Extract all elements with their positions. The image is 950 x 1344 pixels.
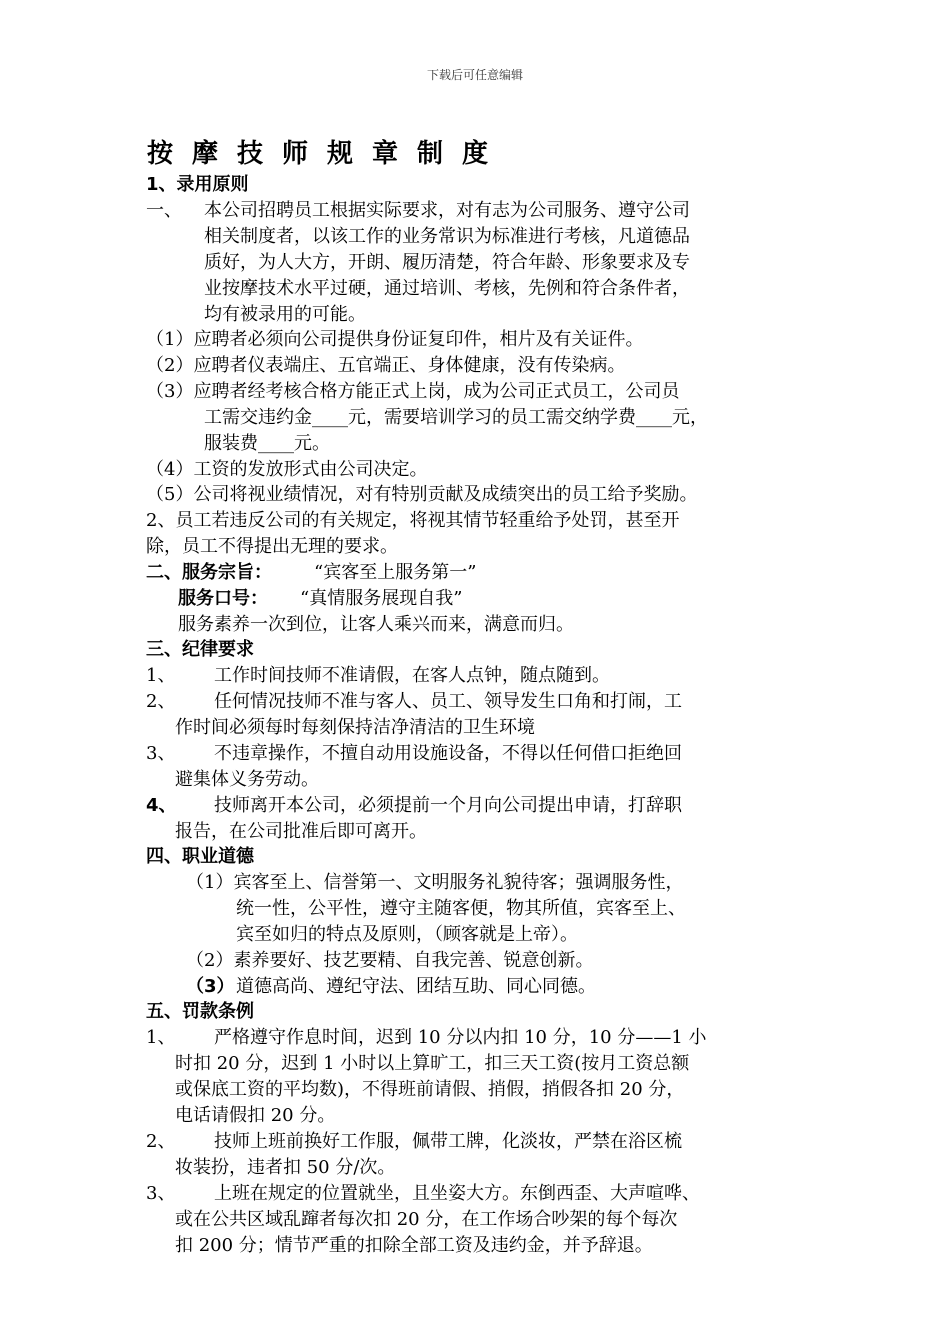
rule-line: 或保底工资的平均数)，不得班前请假、捎假，捎假各扣 20 分， bbox=[175, 1079, 685, 1100]
list-item-continuation: 统一性，公平性，遵守主随客便，物其所值，宾客至上、 bbox=[236, 898, 686, 919]
rule-line: 妆装扮，违者扣 50 分/次。 bbox=[175, 1157, 396, 1178]
rule-number: 3、 bbox=[146, 743, 176, 764]
list-item-continuation: 宾至如归的特点及原则，（顾客就是上帝）。 bbox=[236, 924, 578, 945]
section-5-heading: 五、罚款条例 bbox=[146, 1001, 254, 1022]
paragraph-line: 均有被录用的可能。 bbox=[204, 304, 366, 325]
rule-number: 2、 bbox=[146, 1131, 176, 1152]
list-item: （3）应聘者经考核合格方能正式上岗，成为公司正式员工，公司员 bbox=[146, 381, 680, 402]
section-4-heading: 四、职业道德 bbox=[146, 846, 254, 867]
service-purpose: “宾客至上服务第一” bbox=[314, 562, 477, 583]
rule-line: 避集体义务劳动。 bbox=[175, 769, 319, 790]
rule-line: 报告，在公司批准后即可离开。 bbox=[175, 821, 427, 842]
rule-number: 1、 bbox=[146, 665, 176, 686]
page-header-note: 下载后可任意编辑 bbox=[426, 68, 523, 82]
section-2-heading: 二、服务宗旨： bbox=[146, 562, 272, 583]
section-1-heading: 1、录用原则 bbox=[146, 174, 249, 195]
list-item: （2）应聘者仪表端庄、五官端正、身体健康，没有传染病。 bbox=[146, 355, 626, 376]
paragraph-line: 业按摩技术水平过硬，通过培训、考核，先例和符合条件者， bbox=[204, 278, 690, 299]
rule-line: 技师离开本公司，必须提前一个月向公司提出申请，打辞职 bbox=[214, 795, 682, 816]
paragraph-line: 本公司招聘员工根据实际要求，对有志为公司服务、遵守公司 bbox=[204, 200, 690, 221]
rule-line: 上班在规定的位置就坐，且坐姿大方。东倒西歪、大声喧哗、 bbox=[214, 1183, 700, 1204]
list-item-number: （3） bbox=[186, 976, 235, 997]
rule-number: 2、 bbox=[146, 691, 176, 712]
rule-line: 不违章操作，不擅自动用设施设备，不得以任何借口拒绝回 bbox=[214, 743, 682, 764]
section-3-heading: 三、纪律要求 bbox=[146, 639, 254, 660]
document-title: 按摩技师规章制度 bbox=[147, 139, 508, 169]
list-item: （1）应聘者必须向公司提供身份证复印件，相片及有关证件。 bbox=[146, 329, 644, 350]
service-quality: 服务素养一次到位，让客人乘兴而来，满意而归。 bbox=[178, 614, 574, 635]
list-item: （5）公司将视业绩情况，对有特别贡献及成绩突出的员工给予奖励。 bbox=[146, 484, 698, 505]
paragraph-line: 质好，为人大方，开朗、履历清楚，符合年龄、形象要求及专 bbox=[204, 252, 690, 273]
rule-line: 严格遵守作息时间，迟到 10 分以内扣 10 分，10 分——1 小 bbox=[214, 1027, 707, 1048]
rule-line: 工作时间技师不准请假，在客人点钟，随点随到。 bbox=[214, 665, 610, 686]
rule-line: 电话请假扣 20 分。 bbox=[175, 1105, 336, 1126]
rule-line: 作时间必须每时每刻保持洁净清洁的卫生环境 bbox=[175, 717, 535, 738]
paragraph-line: 2、员工若违反公司的有关规定，将视其情节轻重给予处罚，甚至开 bbox=[146, 510, 680, 531]
list-item: （1）宾客至上、信誉第一、文明服务礼貌待客；强调服务性， bbox=[186, 872, 684, 893]
list-item: （4）工资的发放形式由公司决定。 bbox=[146, 459, 428, 480]
paragraph-number: 一、 bbox=[146, 200, 182, 221]
rule-line: 时扣 20 分，迟到 1 小时以上算旷工，扣三天工资(按月工资总额 bbox=[175, 1053, 690, 1074]
rule-number: 4、 bbox=[146, 795, 177, 816]
list-item-continuation: 服装费____元。 bbox=[204, 433, 330, 454]
rule-line: 任何情况技师不准与客人、员工、领导发生口角和打闹，工 bbox=[214, 691, 682, 712]
list-item-continuation: 工需交违约金____元，需要培训学习的员工需交纳学费____元， bbox=[204, 407, 708, 428]
service-slogan: “真情服务展现自我” bbox=[300, 588, 463, 609]
paragraph-line: 相关制度者，以该工作的业务常识为标准进行考核，凡道德品 bbox=[204, 226, 690, 247]
service-slogan-label: 服务口号： bbox=[178, 588, 268, 609]
rule-number: 3、 bbox=[146, 1183, 176, 1204]
rule-number: 1、 bbox=[146, 1027, 176, 1048]
list-item: （2）素养要好、技艺要精、自我完善、锐意创新。 bbox=[186, 950, 594, 971]
rule-line: 或在公共区域乱蹿者每次扣 20 分，在工作场合吵架的每个每次 bbox=[175, 1209, 678, 1230]
rule-line: 扣 200 分；情节严重的扣除全部工资及违约金，并予辞退。 bbox=[175, 1235, 653, 1256]
rule-line: 技师上班前换好工作服，佩带工牌，化淡妆，严禁在浴区梳 bbox=[214, 1131, 682, 1152]
paragraph-line: 除，员工不得提出无理的要求。 bbox=[146, 536, 398, 557]
list-item: 道德高尚、遵纪守法、团结互助、同心同德。 bbox=[236, 976, 596, 997]
